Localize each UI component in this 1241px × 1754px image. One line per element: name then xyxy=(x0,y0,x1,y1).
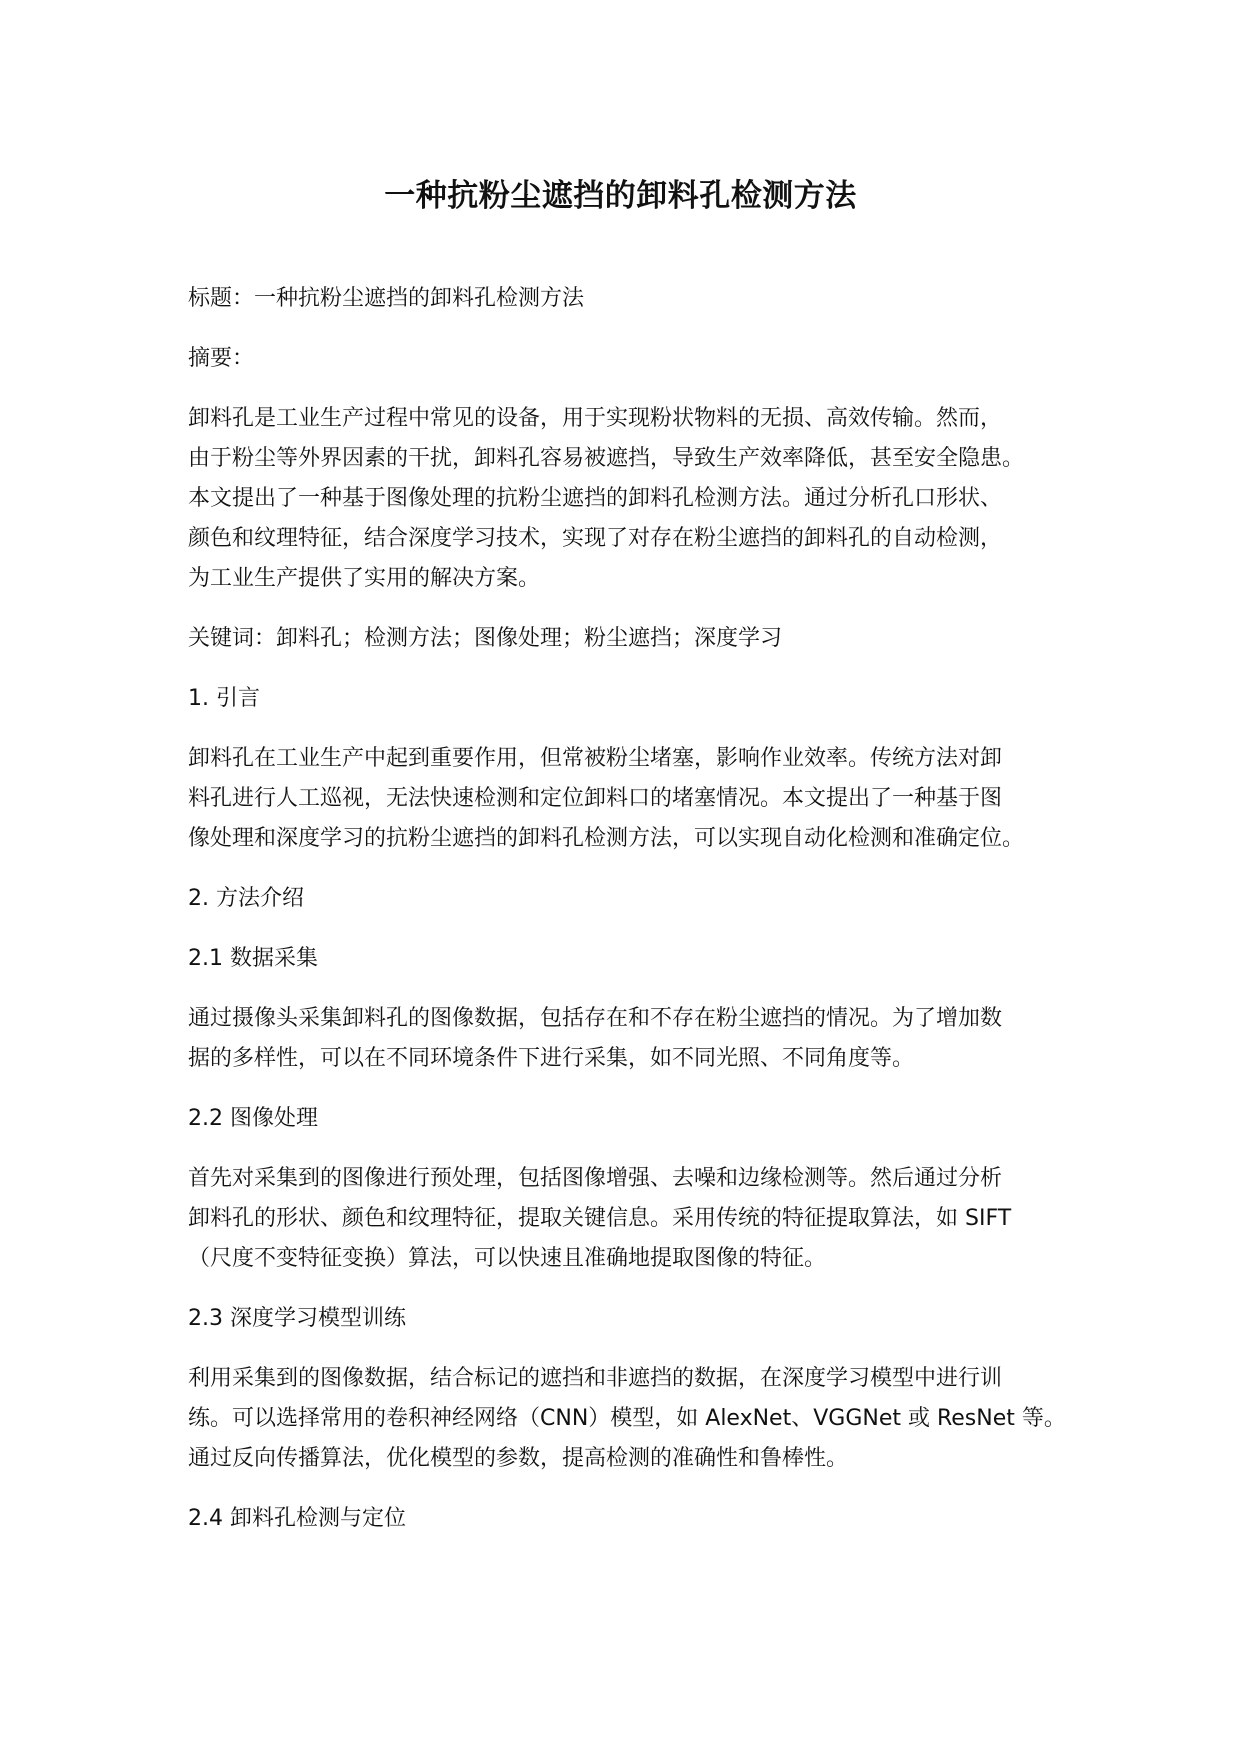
section-1-line: 像处理和深度学习的抗粉尘遮挡的卸料孔检测方法，可以实现自动化检测和准确定位。 xyxy=(188,826,1025,851)
section-2-2-heading: 2.2 图像处理 xyxy=(188,1106,318,1131)
section-2-4-heading: 2.4 卸料孔检测与定位 xyxy=(188,1506,406,1531)
abstract-label: 摘要： xyxy=(188,346,255,371)
section-2-heading: 2. 方法介绍 xyxy=(188,886,304,911)
subtitle-line: 标题：一种抗粉尘遮挡的卸料孔检测方法 xyxy=(188,286,585,311)
section-2-3-line: 练。可以选择常用的卷积神经网络（CNN）模型，如 AlexNet、VGGNet 或 ResNet 等。 xyxy=(188,1406,1066,1431)
section-2-2-line: 卸料孔的形状、颜色和纹理特征，提取关键信息。采用传统的特征提取算法，如 SIFT xyxy=(188,1206,1012,1231)
abstract-paragraph xyxy=(188,399,1068,599)
section-1-heading: 1. 引言 xyxy=(188,686,260,711)
section-2-1-heading: 2.1 数据采集 xyxy=(188,946,318,971)
section-2-2-paragraph xyxy=(188,1159,1068,1279)
section-2-1-paragraph xyxy=(188,999,1068,1079)
keywords-line: 关键词：卸料孔；检测方法；图像处理；粉尘遮挡；深度学习 xyxy=(188,626,783,651)
section-2-3-heading: 2.3 深度学习模型训练 xyxy=(188,1306,406,1331)
document-title: 一种抗粉尘遮挡的卸料孔检测方法 xyxy=(384,178,857,214)
abstract-line: 由于粉尘等外界因素的干扰，卸料孔容易被遮挡，导致生产效率降低，甚至安全隐患。 xyxy=(188,446,1025,471)
section-1-paragraph xyxy=(188,739,1068,859)
section-2-1-line: 通过摄像头采集卸料孔的图像数据，包括存在和不存在粉尘遮挡的情况。为了增加数 xyxy=(188,1006,1003,1031)
document-body xyxy=(188,279,1068,1559)
section-2-2-line: （尺度不变特征变换）算法，可以快速且准确地提取图像的特征。 xyxy=(188,1246,827,1271)
abstract-line: 为工业生产提供了实用的解决方案。 xyxy=(188,566,541,591)
section-1-line: 料孔进行人工巡视，无法快速检测和定位卸料口的堵塞情况。本文提出了一种基于图 xyxy=(188,786,1003,811)
abstract-line: 卸料孔是工业生产过程中常见的设备，用于实现粉状物料的无损、高效传输。然而， xyxy=(188,406,1003,431)
section-2-1-line: 据的多样性，可以在不同环境条件下进行采集，如不同光照、不同角度等。 xyxy=(188,1046,915,1071)
abstract-line: 颜色和纹理特征，结合深度学习技术，实现了对存在粉尘遮挡的卸料孔的自动检测， xyxy=(188,526,1003,551)
abstract-line: 本文提出了一种基于图像处理的抗粉尘遮挡的卸料孔检测方法。通过分析孔口形状、 xyxy=(188,486,1003,511)
section-2-3-line: 利用采集到的图像数据，结合标记的遮挡和非遮挡的数据，在深度学习模型中进行训 xyxy=(188,1366,1003,1391)
section-2-2-line: 首先对采集到的图像进行预处理，包括图像增强、去噪和边缘检测等。然后通过分析 xyxy=(188,1166,1003,1191)
section-2-3-line: 通过反向传播算法，优化模型的参数，提高检测的准确性和鲁棒性。 xyxy=(188,1446,849,1471)
section-1-line: 卸料孔在工业生产中起到重要作用，但常被粉尘堵塞，影响作业效率。传统方法对卸 xyxy=(188,746,1003,771)
section-2-3-paragraph xyxy=(188,1359,1068,1479)
